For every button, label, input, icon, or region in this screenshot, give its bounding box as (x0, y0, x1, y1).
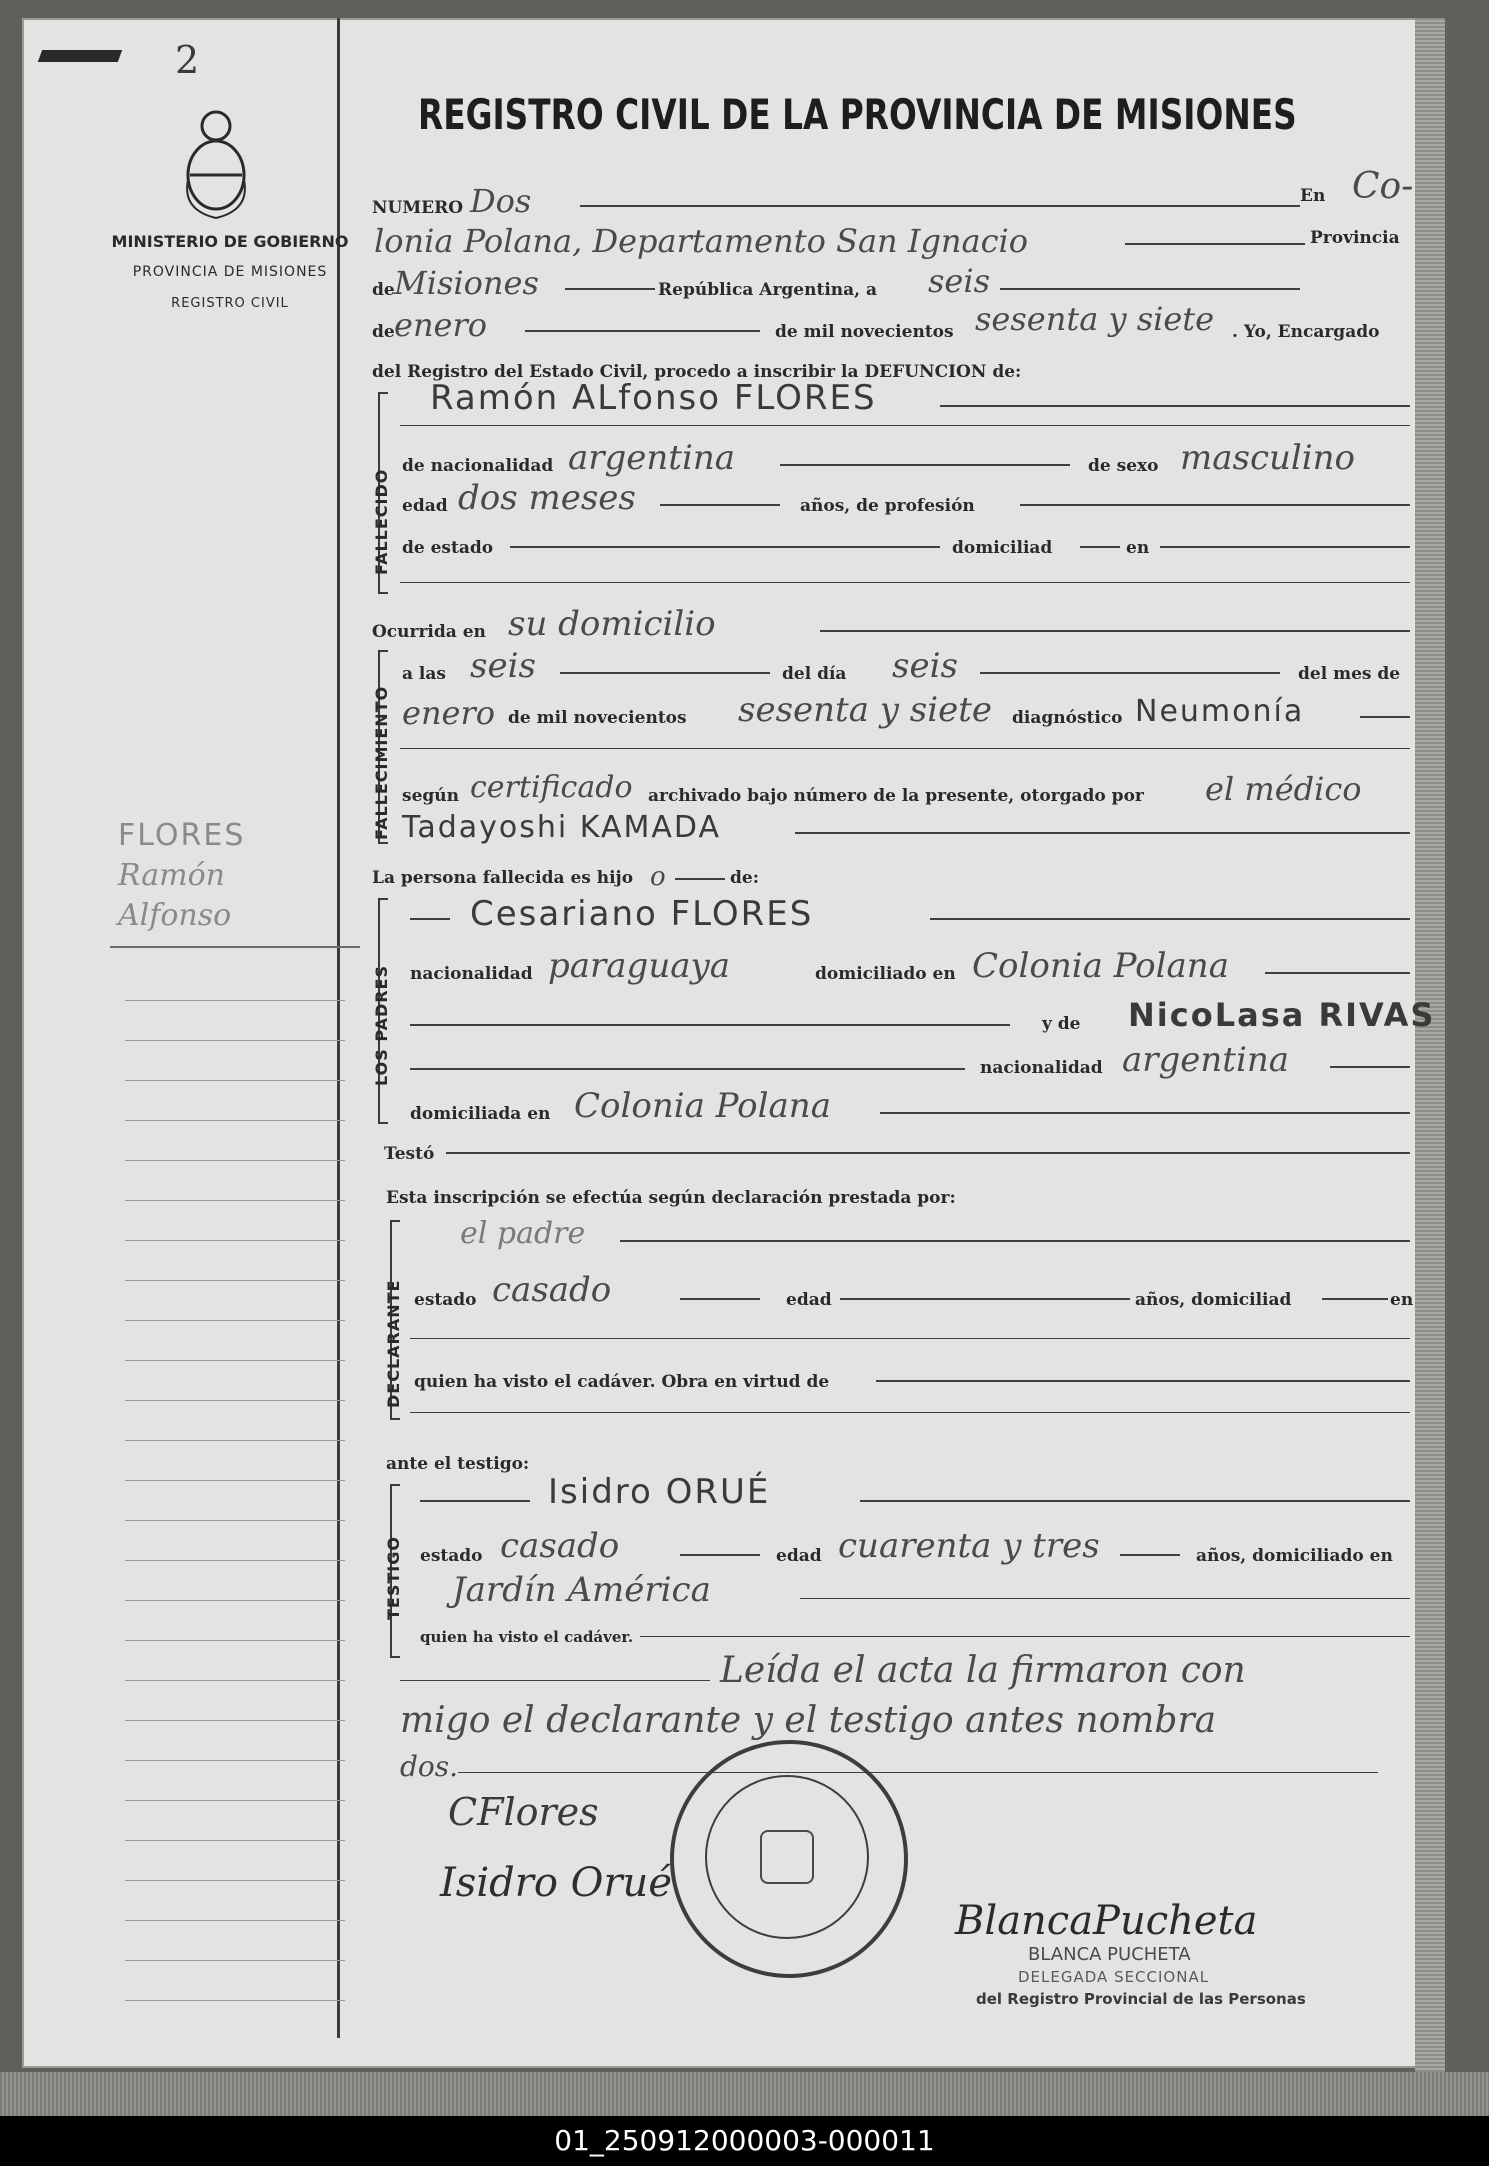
margin-rule-line (125, 1760, 345, 1761)
file-id-bar (0, 2116, 1489, 2166)
file-id: 01_250912000003-000011 (554, 2124, 935, 2157)
label-anios-testigo: años, domiciliado en (1196, 1546, 1393, 1566)
signature-declarante: CFlores (448, 1790, 599, 1834)
fill-line (675, 878, 725, 880)
value-hora: seis (470, 646, 536, 686)
fill-line (525, 330, 760, 332)
value-testigo-nombre: Isidro ORUÉ (548, 1472, 771, 1512)
label-domiciliado-padre: domiciliado en (815, 964, 956, 984)
label-segun: según (402, 786, 459, 806)
value-numero: Dos (470, 182, 532, 220)
fill-line (795, 832, 1410, 834)
label-ocurrida: Ocurrida en (372, 622, 486, 642)
fill-line (400, 1680, 710, 1681)
value-declarante: el padre (460, 1216, 586, 1251)
value-anio: sesenta y siete (975, 300, 1215, 338)
label-en: En (1300, 186, 1326, 206)
fill-line (840, 1298, 1130, 1300)
label-nacionalidad-fallecido: de nacionalidad (402, 456, 554, 476)
fill-line (400, 425, 1410, 426)
label-edad-testigo: edad (776, 1546, 822, 1566)
label-yde: y de (1042, 1014, 1081, 1034)
margin-rule-line (125, 1320, 345, 1321)
margin-rule-line (125, 1360, 345, 1361)
page-title: REGISTRO CIVIL DE LA PROVINCIA DE MISIONES (418, 90, 1297, 139)
margin-name-line2: Ramón (118, 858, 225, 893)
value-anio-fallecimiento: sesenta y siete (738, 690, 993, 730)
value-mes-fallecimiento: enero (402, 694, 496, 732)
fill-line (1360, 716, 1410, 718)
label-edad-declarante: edad (786, 1290, 832, 1310)
value-nombre-fallecido: Ramón ALfonso FLORES (430, 378, 877, 418)
label-estado-declarante: estado (414, 1290, 477, 1310)
label-de: de (372, 280, 395, 300)
closing-line2: migo el declarante y el testigo antes nombra (400, 1700, 1217, 1741)
label-testo: Testó (384, 1144, 435, 1164)
label-estado-fallecido: de estado (402, 538, 494, 558)
value-estado-declarante: casado (492, 1270, 612, 1310)
label-yo: . Yo, Encargado (1232, 322, 1380, 342)
label-diagnostico: diagnóstico (1012, 708, 1123, 728)
side-label-fallecido: FALLECIDO (372, 468, 391, 575)
fill-line (410, 918, 450, 920)
fill-line (860, 1500, 1410, 1502)
value-ocurrida: su domicilio (508, 604, 716, 644)
value-domicilio-padre: Colonia Polana (972, 946, 1229, 986)
margin-rule-line (125, 1720, 345, 1721)
margin-rule (337, 18, 340, 2038)
value-medico: Tadayoshi KAMADA (402, 810, 721, 845)
fill-line (565, 288, 655, 290)
fill-line (800, 1598, 1410, 1599)
fill-line (1265, 972, 1410, 974)
fill-line (680, 1554, 760, 1556)
margin-rule-line (125, 1240, 345, 1241)
fill-line (400, 748, 1410, 749)
hijo-o-mark: o (650, 862, 666, 892)
seal-emblem-icon (760, 1830, 814, 1884)
label-anios-declarante: años, domiciliad (1135, 1290, 1292, 1310)
fill-line (410, 1338, 1410, 1339)
label-numero: NUMERO (372, 198, 464, 218)
label-en-fallecido: en (1126, 538, 1150, 558)
label-en-declarante: en (1390, 1290, 1414, 1310)
stamp-title: DELEGADA SECCIONAL (1018, 1968, 1210, 1986)
value-estado-testigo: casado (500, 1526, 620, 1566)
label-ante-testigo: ante el testigo: (386, 1454, 530, 1474)
closing-line1: Leída el acta la firmaron con (720, 1650, 1246, 1691)
value-domicilio-testigo: Jardín América (452, 1570, 711, 1610)
value-nacionalidad-madre: argentina (1122, 1040, 1290, 1080)
fill-line (410, 1068, 965, 1070)
value-lugar: lonia Polana, Departamento San Ignacio (374, 222, 1029, 260)
label-domiciliada-madre: domiciliada en (410, 1104, 551, 1124)
label-delmes: del mes de (1298, 664, 1401, 684)
label-inscripcion: Esta inscripción se efectúa según declaración prestada por: (386, 1188, 956, 1208)
margin-rule-line (125, 1000, 345, 1001)
fill-line (420, 1500, 530, 1502)
fill-line (1322, 1298, 1388, 1300)
margin-rule-line (125, 1120, 345, 1121)
fill-line (400, 582, 1410, 583)
value-dia: seis (928, 262, 991, 300)
side-label-padres: LOS PADRES (372, 964, 391, 1086)
side-label-testigo: TESTIGO (384, 1536, 403, 1620)
fill-line (980, 672, 1280, 674)
label-sexo: de sexo (1088, 456, 1159, 476)
margin-name-line1: FLORES (118, 818, 246, 853)
page-number: 2 (175, 38, 200, 82)
label-anios-profesion: años, de profesión (800, 496, 975, 516)
page-bottom-edge (0, 2072, 1489, 2116)
fill-line (660, 504, 780, 506)
margin-rule-line (125, 1520, 345, 1521)
fill-line (1000, 288, 1300, 290)
side-label-declarante: DECLARANTE (384, 1279, 403, 1408)
label-registro: del Registro del Estado Civil, procedo a inscribir la DEFUNCION de: (372, 362, 1022, 382)
margin-rule-line (125, 1920, 345, 1921)
signature-encargada: BlancaPucheta (955, 1898, 1258, 1944)
value-dia-fallecimiento: seis (892, 646, 958, 686)
fill-line (560, 672, 770, 674)
margin-rule-line (125, 1480, 345, 1481)
fill-line (1125, 243, 1305, 245)
margin-rule-line (125, 1440, 345, 1441)
fill-line (1330, 1066, 1410, 1068)
margin-name-rule (110, 946, 360, 948)
fill-line (940, 405, 1410, 407)
value-otorgado: el médico (1205, 770, 1362, 808)
margin-rule-line (125, 1840, 345, 1841)
fill-line (410, 1412, 1410, 1413)
label-deldia: del día (782, 664, 847, 684)
fill-line (930, 918, 1410, 920)
label-alas: a las (402, 664, 446, 684)
label-provincia: Provincia (1310, 228, 1400, 248)
value-provincia: Misiones (394, 264, 539, 302)
value-mes: enero (394, 306, 488, 344)
binding-edge (1415, 18, 1445, 2108)
margin-rule-line (125, 1680, 345, 1681)
label-republica: República Argentina, a (658, 280, 878, 300)
label-mil-fallecimiento: de mil novecientos (508, 708, 687, 728)
label-quien-declarante: quien ha visto el cadáver. Obra en virtud de (414, 1372, 830, 1392)
stamp-name: BLANCA PUCHETA (1028, 1944, 1191, 1965)
label-mil: de mil novecientos (775, 322, 954, 342)
fill-line (1080, 546, 1120, 548)
fill-line (580, 205, 1300, 207)
fill-line (620, 1240, 1410, 1242)
value-en: Co- (1352, 166, 1414, 207)
label-estado-testigo: estado (420, 1546, 483, 1566)
margin-rule-line (125, 1600, 345, 1601)
signature-testigo: Isidro Orué (440, 1860, 672, 1906)
ministry-line1: MINISTERIO DE GOBIERNO (111, 232, 349, 251)
margin-rule-line (125, 1800, 345, 1801)
fill-line (1160, 546, 1410, 548)
label-hijo: La persona fallecida es hijo (372, 868, 634, 888)
fill-line (780, 464, 1070, 466)
margin-rule-line (125, 1560, 345, 1561)
margin-rule-line (125, 1080, 345, 1081)
margin-rule-line (125, 1200, 345, 1201)
fill-line (446, 1152, 1410, 1154)
side-label-fallecimiento: FALLECIMIENTO (372, 685, 391, 840)
margin-rule-line (125, 2000, 345, 2001)
value-domicilio-madre: Colonia Polana (574, 1086, 831, 1126)
label-domiciliad-fallecido: domiciliad (952, 538, 1053, 558)
fill-line (876, 1380, 1410, 1382)
value-nacionalidad-padre: paraguaya (548, 946, 730, 986)
label-edad-fallecido: edad (402, 496, 448, 516)
label-nacionalidad-padre: nacionalidad (410, 964, 533, 984)
value-padre: Cesariano FLORES (470, 894, 814, 934)
label-de-padres: de: (730, 868, 759, 888)
margin-rule-line (125, 1160, 345, 1161)
stamp-subtitle: del Registro Provincial de las Personas (976, 1990, 1306, 2008)
fill-line (820, 630, 1410, 632)
ministry-line3: REGISTRO CIVIL (171, 296, 289, 311)
label-archivado: archivado bajo número de la presente, otorgado por (648, 786, 1144, 806)
value-certificado: certificado (470, 770, 633, 805)
page-mark (38, 50, 122, 62)
label-de2: de (372, 322, 395, 342)
fill-line (880, 1112, 1410, 1114)
value-diagnostico: Neumonía (1135, 694, 1305, 729)
ministry-line2: PROVINCIA DE MISIONES (132, 264, 328, 280)
fill-line (410, 1024, 1010, 1026)
margin-rule-line (125, 1400, 345, 1401)
fill-line (1120, 1554, 1180, 1556)
margin-name-line3: Alfonso (118, 898, 232, 933)
fill-line (1020, 504, 1410, 506)
closing-line3: dos. (400, 1750, 459, 1783)
margin-rule-line (125, 1040, 345, 1041)
value-nacionalidad-fallecido: argentina (568, 438, 736, 478)
value-madre: NicoLasa RIVAS (1128, 996, 1436, 1034)
coat-of-arms-icon (178, 100, 254, 220)
label-quien-testigo: quien ha visto el cadáver. (420, 1628, 634, 1646)
label-nacionalidad-madre: nacionalidad (980, 1058, 1103, 1078)
margin-rule-line (125, 1880, 345, 1881)
value-edad-testigo: cuarenta y tres (838, 1526, 1100, 1566)
margin-rule-line (125, 1960, 345, 1961)
value-edad-fallecido: dos meses (458, 478, 636, 518)
value-sexo: masculino (1180, 438, 1356, 478)
margin-rule-line (125, 1640, 345, 1641)
fill-line (510, 546, 940, 548)
fill-line (680, 1298, 760, 1300)
margin-rule-line (125, 1280, 345, 1281)
fill-line (640, 1636, 1410, 1637)
fill-line (458, 1772, 1378, 1773)
